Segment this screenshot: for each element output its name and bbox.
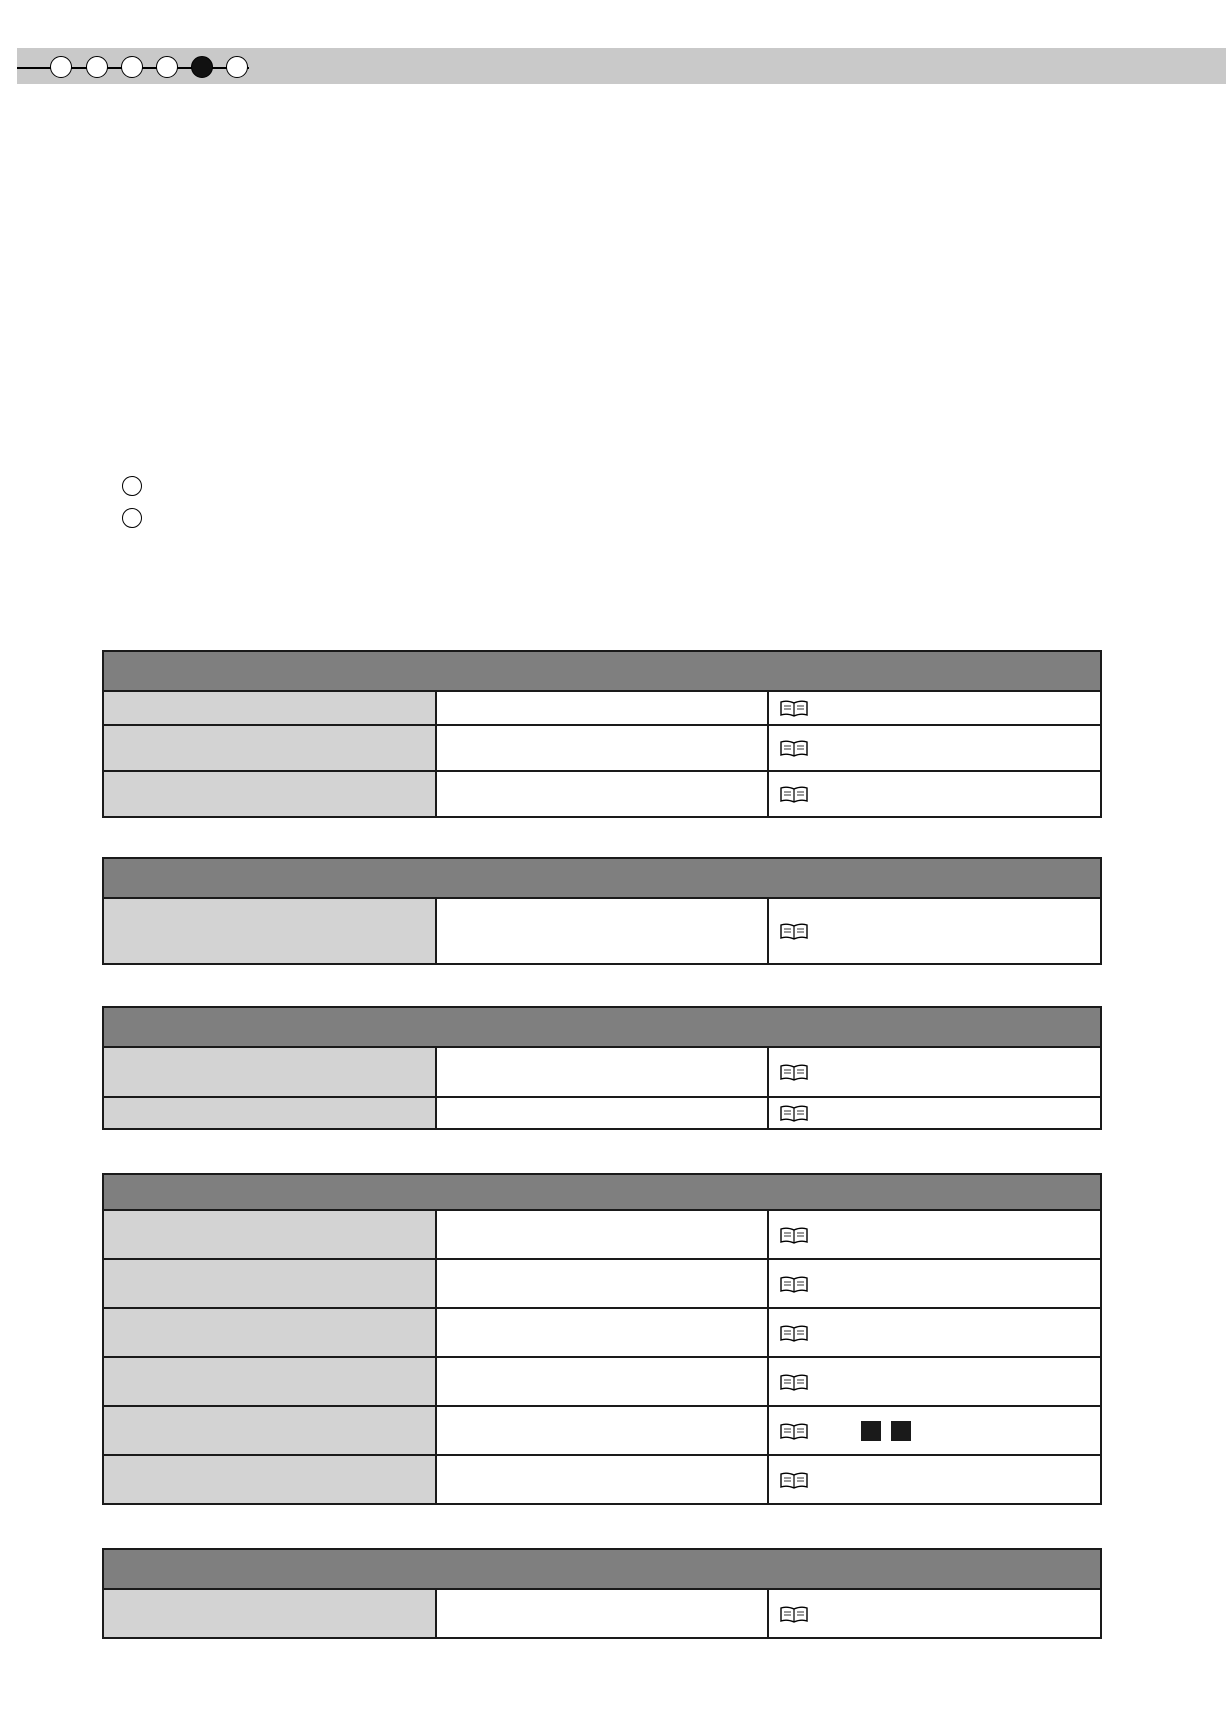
legend-circle-icon-2 <box>122 508 142 528</box>
table-row <box>103 1097 1101 1129</box>
row-reference-cell <box>768 1097 1101 1129</box>
row-description-cell <box>436 691 769 725</box>
row-label-cell <box>103 771 436 817</box>
book-icon <box>779 1471 809 1489</box>
menu-table-2 <box>102 857 1102 965</box>
row-label-cell <box>103 1097 436 1129</box>
step-dot-2 <box>86 56 108 78</box>
table-row <box>103 1406 1101 1455</box>
book-icon <box>779 1275 809 1293</box>
table-row <box>103 1589 1101 1638</box>
menu-table-1 <box>102 650 1102 818</box>
table-row <box>103 771 1101 817</box>
book-icon <box>779 1063 809 1081</box>
row-description-cell <box>436 1210 769 1259</box>
table-row <box>103 691 1101 725</box>
row-label-cell <box>103 1259 436 1308</box>
menu-table-4 <box>102 1173 1102 1505</box>
row-label-cell <box>103 1406 436 1455</box>
row-label-cell <box>103 691 436 725</box>
row-description-cell <box>436 725 769 771</box>
table-header <box>103 1549 1101 1589</box>
book-icon <box>779 1226 809 1244</box>
step-dot-1 <box>50 56 72 78</box>
row-label-cell <box>103 1308 436 1357</box>
row-reference-cell <box>768 1406 1101 1455</box>
table-row <box>103 1047 1101 1097</box>
row-description-cell <box>436 1406 769 1455</box>
row-label-cell <box>103 1455 436 1504</box>
row-description-cell <box>436 1047 769 1097</box>
row-label-cell <box>103 1047 436 1097</box>
row-description-cell <box>436 1455 769 1504</box>
row-reference-cell <box>768 771 1101 817</box>
row-description-cell <box>436 1097 769 1129</box>
step-dot-5-current <box>191 56 213 78</box>
row-reference-cell <box>768 1047 1101 1097</box>
row-description-cell <box>436 771 769 817</box>
table-header <box>103 858 1101 898</box>
legend-circle-icon-1 <box>122 476 142 496</box>
book-icon <box>779 699 809 717</box>
table-row <box>103 725 1101 771</box>
row-reference-cell <box>768 725 1101 771</box>
row-reference-cell <box>768 1259 1101 1308</box>
table-row <box>103 1308 1101 1357</box>
row-reference-cell <box>768 1308 1101 1357</box>
row-label-cell <box>103 898 436 964</box>
row-description-cell <box>436 1357 769 1406</box>
row-label-cell <box>103 1589 436 1638</box>
row-reference-cell <box>768 898 1101 964</box>
row-label-cell <box>103 725 436 771</box>
book-icon <box>779 1605 809 1623</box>
step-dot-3 <box>121 56 143 78</box>
table-row <box>103 1259 1101 1308</box>
table-row <box>103 898 1101 964</box>
row-reference-cell <box>768 1589 1101 1638</box>
menu-table-5 <box>102 1548 1102 1639</box>
table-header <box>103 1174 1101 1210</box>
row-description-cell <box>436 1589 769 1638</box>
row-reference-cell <box>768 1357 1101 1406</box>
book-icon <box>779 922 809 940</box>
book-icon <box>779 1373 809 1391</box>
row-label-cell <box>103 1210 436 1259</box>
table-row <box>103 1357 1101 1406</box>
row-reference-cell <box>768 1455 1101 1504</box>
row-description-cell <box>436 1259 769 1308</box>
book-icon <box>779 1422 809 1440</box>
book-icon <box>779 739 809 757</box>
row-reference-cell <box>768 1210 1101 1259</box>
step-dot-6 <box>226 56 248 78</box>
step-dot-4 <box>156 56 178 78</box>
book-icon <box>779 1324 809 1342</box>
row-description-cell <box>436 1308 769 1357</box>
black-square-marker-2 <box>891 1421 911 1441</box>
table-header <box>103 651 1101 691</box>
book-icon <box>779 1104 809 1122</box>
row-reference-cell <box>768 691 1101 725</box>
table-row <box>103 1455 1101 1504</box>
row-description-cell <box>436 898 769 964</box>
table-header <box>103 1007 1101 1047</box>
row-label-cell <box>103 1357 436 1406</box>
menu-table-3 <box>102 1006 1102 1130</box>
table-row <box>103 1210 1101 1259</box>
black-square-marker-1 <box>861 1421 881 1441</box>
book-icon <box>779 785 809 803</box>
